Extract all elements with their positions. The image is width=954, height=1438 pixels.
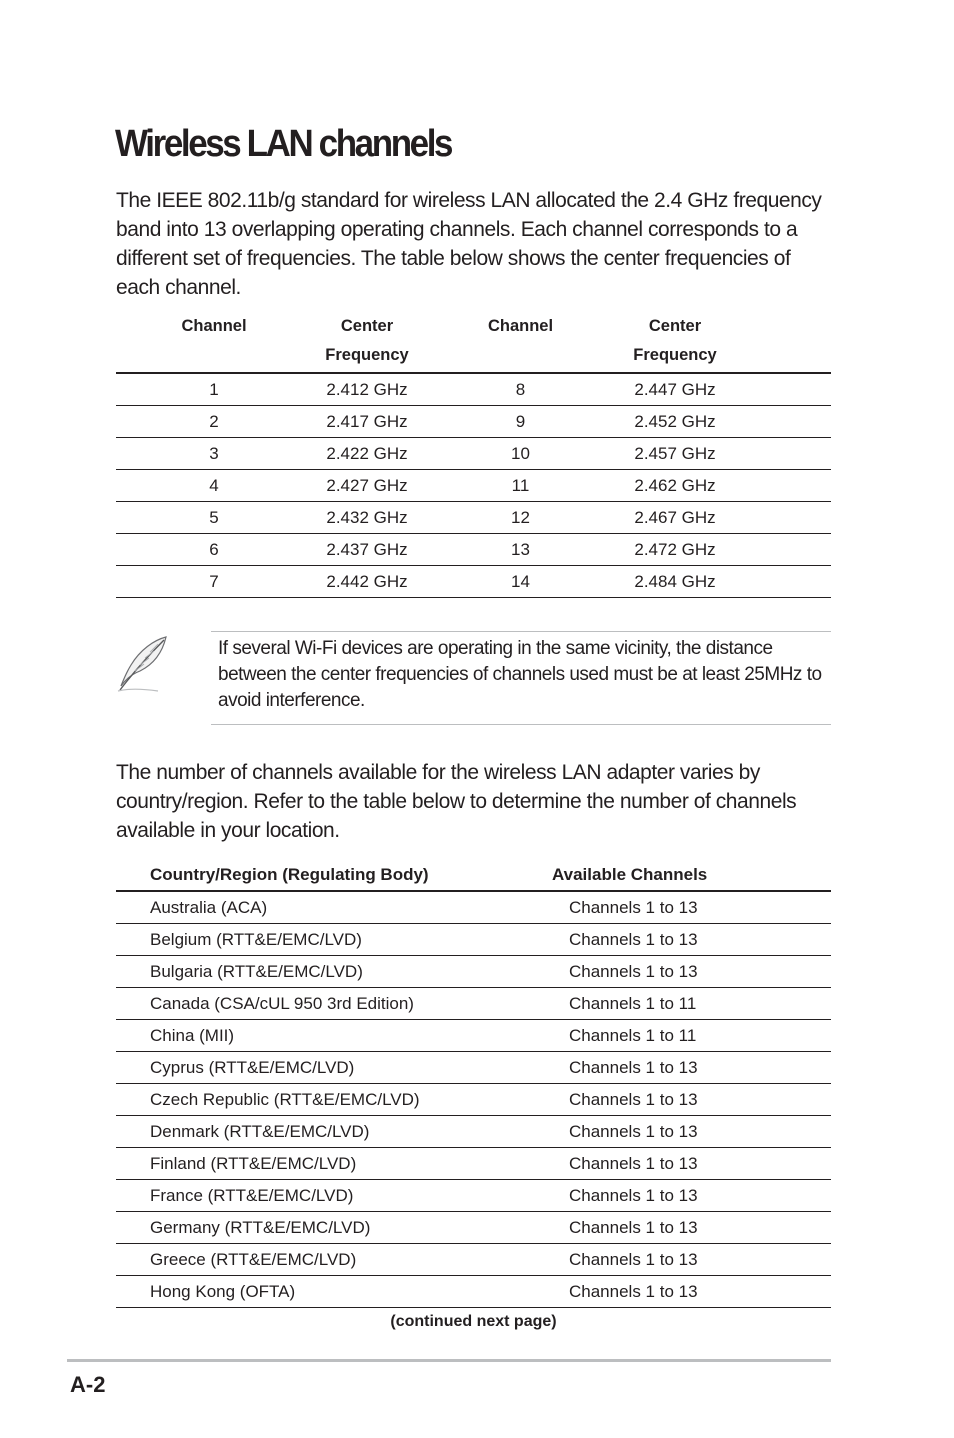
channel-frequency-table [116,312,831,598]
channels-cell: Channels 1 to 13 [569,1281,698,1301]
table-row [116,988,831,1020]
page-number: A-2 [70,1372,106,1397]
channels-cell: Channels 1 to 13 [569,1089,698,1109]
table-row [116,1116,831,1148]
table-header-row [116,312,831,373]
country-cell: Hong Kong (OFTA) [150,1281,296,1301]
note-text: If several Wi-Fi devices are operating in the same vicinity, the distance between the center frequencies of channels used must be at least 25MHz to avoid interference. [218,638,822,711]
frequency-cell: 2.432 GHz [326,507,408,527]
table-row [116,470,831,502]
channel-cell: 6 [209,539,219,559]
frequency-cell: 2.472 GHz [634,539,716,559]
table-row [116,566,831,598]
channels-cell: Channels 1 to 13 [569,1217,698,1237]
country-channels-table [116,859,831,1308]
table-row [116,1084,831,1116]
channels-cell: Channels 1 to 13 [569,961,698,981]
header-center-frequency-1: Center Frequency [325,317,409,364]
channels-cell: Channels 1 to 13 [569,1185,698,1205]
frequency-cell: 2.412 GHz [326,379,408,399]
channels-cell: Channels 1 to 13 [569,1121,698,1141]
country-cell: Denmark (RTT&E/EMC/LVD) [150,1121,370,1141]
header-channel-1: Channel [181,317,247,335]
table-row [116,1276,831,1308]
channel-cell: 12 [511,507,530,527]
channels-cell: Channels 1 to 13 [569,1057,698,1077]
country-cell: Australia (ACA) [150,897,268,917]
channel-cell: 10 [511,443,530,463]
country-cell: Cyprus (RTT&E/EMC/LVD) [150,1057,355,1077]
channel-cell: 4 [209,475,219,495]
channel-cell: 8 [515,379,526,399]
channel-cell: 11 [511,475,530,495]
country-cell: China (MII) [150,1025,235,1045]
frequency-cell: 2.442 GHz [326,571,408,591]
channel-cell: 5 [209,507,219,527]
header-center-frequency-2: Center Frequency [633,317,717,364]
frequency-cell: 2.467 GHz [634,507,716,527]
frequency-cell: 2.457 GHz [634,443,716,463]
footer-divider [67,1359,831,1362]
table-row [116,1244,831,1276]
intro-paragraph: The IEEE 802.11b/g standard for wireless LAN allocated the 2.4 GHz frequency band into 13 overlapping operating channels. Each channel corresponds to a different set of frequencies. The table below shows the center frequencies of each channel. [116,189,822,299]
frequency-cell: 2.462 GHz [634,475,716,495]
note-box [211,631,831,725]
table-row [116,502,831,534]
channel-cell: 2 [209,411,219,431]
channels-cell: Channels 1 to 11 [569,993,697,1013]
feather-pen-icon [114,634,172,694]
country-cell: Czech Republic (RTT&E/EMC/LVD) [150,1089,420,1109]
frequency-cell: 2.427 GHz [326,475,408,495]
channel-cell: 9 [515,411,526,431]
frequency-cell: 2.437 GHz [326,539,408,559]
header-channel-2: Channel [487,317,554,335]
frequency-cell: 2.484 GHz [634,571,716,591]
availability-paragraph: The number of channels available for the wireless LAN adapter varies by country/region. Refer to the table below to determine the number of channels available in your location. [116,761,797,842]
table-row [116,534,831,566]
table-row [116,1212,831,1244]
country-cell: France (RTT&E/EMC/LVD) [150,1185,354,1205]
table-row [116,1148,831,1180]
table-row [116,438,831,470]
table-row [116,373,831,406]
frequency-cell: 2.447 GHz [634,379,716,399]
header-available-channels: Available Channels [552,864,708,884]
channels-cell: Channels 1 to 13 [569,929,698,949]
frequency-cell: 2.417 GHz [326,411,408,431]
country-cell: Belgium (RTT&E/EMC/LVD) [150,929,362,949]
channels-cell: Channels 1 to 11 [569,1025,697,1045]
table-row [116,1180,831,1212]
table-row [116,1052,831,1084]
channels-cell: Channels 1 to 13 [569,897,698,917]
country-cell: Bulgaria (RTT&E/EMC/LVD) [150,961,363,981]
channel-cell: 3 [209,443,219,463]
country-cell: Finland (RTT&E/EMC/LVD) [150,1153,357,1173]
channel-cell: 7 [209,571,219,591]
country-cell: Canada (CSA/cUL 950 3rd Edition) [150,993,414,1013]
table-header-row [116,859,831,891]
header-country-region: Country/Region (Regulating Body) [150,864,429,884]
country-cell: Germany (RTT&E/EMC/LVD) [150,1217,371,1237]
table-row [116,956,831,988]
channel-cell: 1 [209,379,219,399]
table-row [116,924,831,956]
frequency-cell: 2.452 GHz [634,411,716,431]
channel-cell: 13 [511,539,530,559]
channels-cell: Channels 1 to 13 [569,1249,698,1269]
country-cell: Greece (RTT&E/EMC/LVD) [150,1249,357,1269]
channels-cell: Channels 1 to 13 [569,1153,698,1173]
table-row [116,1020,831,1052]
channel-cell: 14 [511,571,530,591]
page-title: Wireless LAN channels [115,123,452,165]
continued-label: (continued next page) [390,1313,557,1330]
table-row [116,891,831,924]
frequency-cell: 2.422 GHz [326,443,408,463]
table-row [116,406,831,438]
